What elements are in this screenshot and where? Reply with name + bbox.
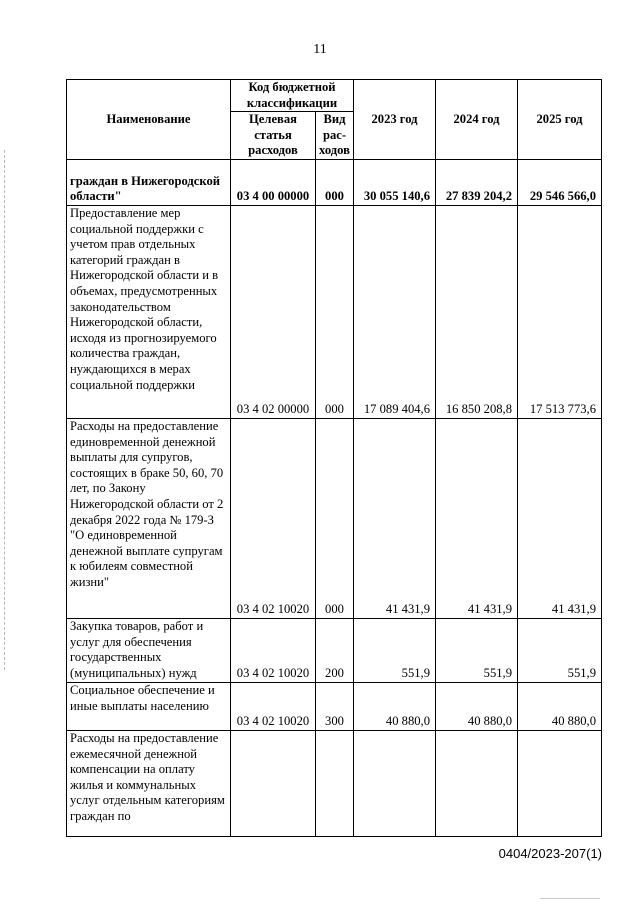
row-kind: 300 (316, 682, 354, 730)
table-row (67, 618, 602, 682)
scan-mark (540, 898, 600, 899)
table-row (67, 418, 602, 618)
document-code: 0404/2023-207(1) (498, 846, 602, 861)
row-2024: 16 850 208,8 (436, 205, 518, 418)
table-row (67, 682, 602, 730)
row-2023: 41 431,9 (354, 418, 436, 618)
header-code-group: Код бюджетной классификации (231, 80, 354, 112)
row-2024: 41 431,9 (436, 418, 518, 618)
row-2023: 17 089 404,6 (354, 205, 436, 418)
budget-table (66, 79, 602, 837)
page-number: 11 (313, 42, 327, 57)
header-name: Наименование (67, 80, 231, 160)
row-2024 (436, 730, 518, 836)
row-2024: 551,9 (436, 618, 518, 682)
row-2025: 40 880,0 (518, 682, 602, 730)
header-2025: 2025 год (518, 80, 602, 160)
table-row (67, 159, 602, 205)
row-name: граждан в Нижегородской области" (67, 159, 231, 205)
row-name: Закупка товаров, работ и услуг для обеспечения государственных (муниципальных) нужд (67, 618, 231, 682)
row-2025: 551,9 (518, 618, 602, 682)
row-2025: 41 431,9 (518, 418, 602, 618)
row-name: Предоставление мер социальной поддержки с учетом прав отдельных категорий граждан в Нижегородской области и в объемах, предусмотренных законодательством Нижегородской области, исходя из прогнозируемого количества граждан, нуждающихся в мерах социальной поддержки (67, 205, 231, 418)
row-kind: 000 (316, 159, 354, 205)
row-name: Расходы на предоставление ежемесячной денежной компенсации на оплату жилья и коммунальных услуг отдельным категориям граждан по (67, 730, 231, 836)
header-kind: Вид рас-ходов (316, 112, 354, 160)
row-2023 (354, 730, 436, 836)
row-2023: 551,9 (354, 618, 436, 682)
row-target: 03 4 02 10020 (231, 682, 316, 730)
table-row (67, 205, 602, 418)
row-target: 03 4 02 10020 (231, 418, 316, 618)
row-target: 03 4 02 10020 (231, 618, 316, 682)
row-kind (316, 730, 354, 836)
row-kind: 000 (316, 418, 354, 618)
header-target: Целевая статья расходов (231, 112, 316, 160)
header-2023: 2023 год (354, 80, 436, 160)
margin-scan-marks (4, 150, 6, 670)
row-2025: 29 546 566,0 (518, 159, 602, 205)
row-kind: 000 (316, 205, 354, 418)
row-target: 03 4 00 00000 (231, 159, 316, 205)
row-2025 (518, 730, 602, 836)
row-2024: 27 839 204,2 (436, 159, 518, 205)
row-kind: 200 (316, 618, 354, 682)
row-name: Расходы на предоставление единовременной денежной выплаты для супругов, состоящих в браке 50, 60, 70 лет, по Закону Нижегородской области от 2 декабря 2022 года № 179-З "О единовременной денежной выплате супругам к юбилеям совместной жизни" (67, 418, 231, 618)
table-row (67, 730, 602, 836)
row-name: Социальное обеспечение и иные выплаты населению (67, 682, 231, 730)
row-2023: 40 880,0 (354, 682, 436, 730)
row-2023: 30 055 140,6 (354, 159, 436, 205)
row-2025: 17 513 773,6 (518, 205, 602, 418)
row-target: 03 4 02 00000 (231, 205, 316, 418)
row-2024: 40 880,0 (436, 682, 518, 730)
row-target (231, 730, 316, 836)
header-2024: 2024 год (436, 80, 518, 160)
